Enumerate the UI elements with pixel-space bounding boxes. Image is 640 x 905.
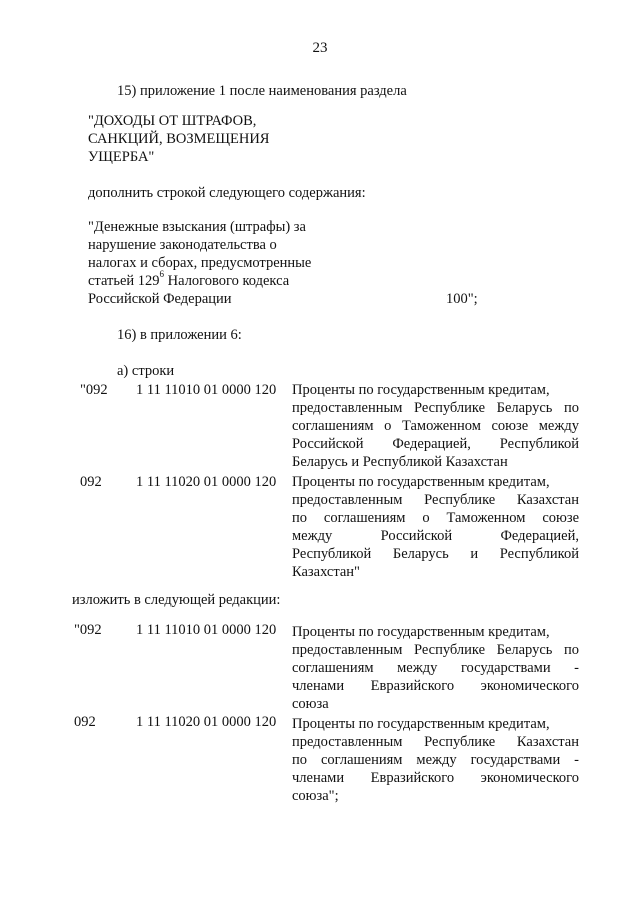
new-row-2-desc-line: членами Евразийского экономического [292, 770, 579, 786]
new-row-line-4-post: Налогового кодекса [164, 273, 290, 289]
old-row-1-code: 1 11 11010 01 0000 120 [136, 382, 277, 398]
section-name-line-1: "ДОХОДЫ ОТ ШТРАФОВ, [88, 113, 257, 129]
new-row-2-code: 1 11 11020 01 0000 120 [136, 714, 277, 730]
old-row-1-desc-line: Российской Федерацией, Республикой [292, 436, 579, 452]
item-16-intro: 16) в приложении 6: [117, 327, 242, 343]
old-row-2-admin: 092 [80, 474, 102, 490]
new-row-line-4 [88, 269, 290, 290]
old-row-1-desc-line: соглашениям о Таможенном союзе между [292, 418, 579, 434]
page-number: 23 [312, 40, 328, 56]
new-row-1-admin: "092 [74, 622, 102, 638]
old-row-1-desc-line: предоставленным Республике Беларусь по [292, 400, 579, 416]
new-row-1-desc-line: союза [292, 696, 329, 712]
new-row-line-1: "Денежные взыскания (штрафы) за [88, 219, 306, 235]
new-row-2-desc-line: Проценты по государственным кредитам, [292, 716, 550, 732]
new-row-line-4-pre: статьей 129 [88, 273, 160, 289]
old-row-1-description [292, 381, 579, 471]
old-row-1-desc-line: Проценты по государственным кредитам, [292, 382, 550, 398]
old-row-1-admin: "092 [80, 382, 108, 398]
new-row-amount: 100"; [446, 291, 478, 307]
new-row-2-desc-line: по соглашениям между государствами - [292, 752, 579, 768]
new-row-1-desc-line: членами Евразийского экономического [292, 678, 579, 694]
supplement-text: дополнить строкой следующего содержания: [88, 185, 366, 201]
item-15-intro: 15) приложение 1 после наименования раздела [117, 83, 407, 99]
new-row-1-description [292, 623, 579, 713]
new-row-2-desc-line: союза"; [292, 788, 339, 804]
new-row-1-desc-line: соглашениям между государствами - [292, 660, 579, 676]
new-row-1-code: 1 11 11010 01 0000 120 [136, 622, 277, 638]
new-row-1-desc-line: предоставленным Республике Беларусь по [292, 642, 579, 658]
old-row-2-desc-line: Казахстан" [292, 564, 360, 580]
new-row-line-2: нарушение законодательства о [88, 237, 277, 253]
old-row-2-desc-line: по соглашениям о Таможенном союзе [292, 510, 579, 526]
new-row-2-desc-line: предоставленным Республике Казахстан [292, 734, 579, 750]
old-row-2-code: 1 11 11020 01 0000 120 [136, 474, 277, 490]
new-row-line-3: налогах и сборах, предусмотренные [88, 255, 312, 271]
old-row-1-desc-line: Беларусь и Республикой Казахстан [292, 454, 508, 470]
section-name-line-3: УЩЕРБА" [88, 149, 155, 165]
new-row-2-description [292, 715, 579, 805]
old-row-2-desc-line: Республикой Беларусь и Республикой [292, 546, 579, 562]
new-row-2-admin: 092 [74, 714, 96, 730]
section-name-line-2: САНКЦИЙ, ВОЗМЕЩЕНИЯ [88, 131, 270, 147]
old-row-2-desc-line: предоставленным Республике Казахстан [292, 492, 579, 508]
new-row-line-5: Российской Федерации [88, 291, 232, 307]
article-superscript: 6 [159, 269, 165, 280]
old-row-2-desc-line: Проценты по государственным кредитам, [292, 474, 550, 490]
old-row-2-desc-line: между Российской Федерацией, [292, 528, 579, 544]
new-row-1-desc-line: Проценты по государственным кредитам, [292, 624, 550, 640]
sub-a-label: а) строки [117, 363, 175, 379]
old-row-2-description [292, 473, 579, 581]
restate-text: изложить в следующей редакции: [72, 592, 281, 608]
